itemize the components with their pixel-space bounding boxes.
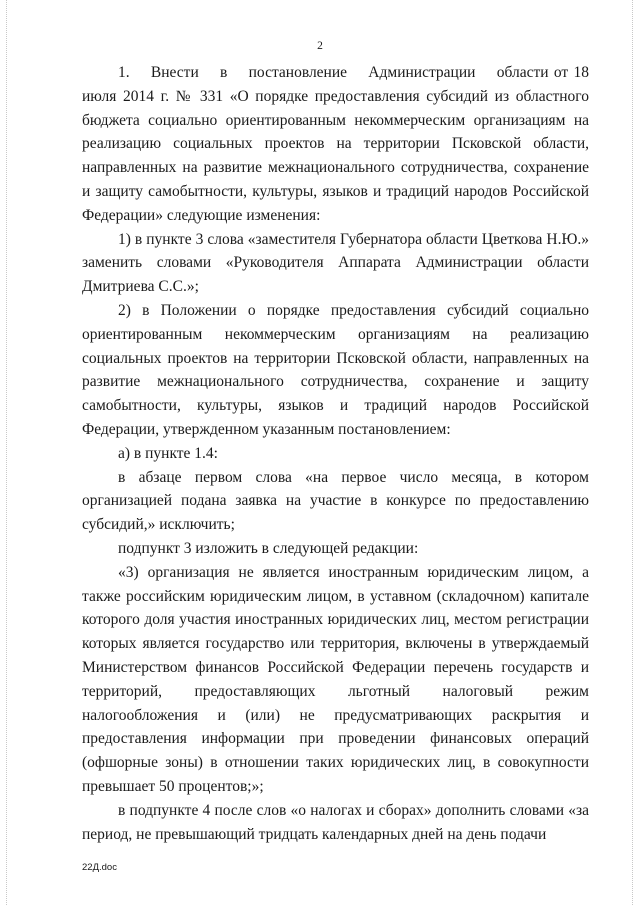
- paragraph-amendment-intro: 1. Внести в постановление Администрации области от 18 июля 2014 г. № 331 «О порядке предоставления субсидий из областного бюджета социально ориентированным некоммерческим организациям на реализацию социальных проектов на территории Псковской области, направленных на развитие межнационального сотрудничества, сохранение и защиту самобытности, культуры, языков и традиций народов Российской Федерации» следующие изменения:: [82, 64, 589, 224]
- paragraph-item-2: 2) в Положении о порядке предоставления субсидий социально ориентированным некоммерческим организациям на реализацию социальных проектов на территории Псковской области, направленных на развитие межнационального сотрудничества, сохранение и защиту самобытности, культуры, языков и традиций народов Российской Федерации, утвержденном указанным постановлением:: [82, 301, 589, 438]
- paragraph-subpoint-4: в подпункте 4 после слов «о налогах и сборах» дополнить словами «за период, не превышающий тридцать календарных дней на день подачи: [82, 801, 589, 843]
- page-left-edge: [6, 0, 8, 905]
- footer-filename: 22Д.doc: [82, 862, 117, 873]
- page-right-edge: [632, 0, 634, 905]
- paragraph-subpoint-3-text: «3) организация не является иностранным юридическим лицом, а также российским юридическим лицом, в уставном (складочном) капитале которого доля участия иностранных юридических лиц, местом регистрации которых является государство или территория, включены в утверждаемый Министерством финансов Российской Федерации перечень государств и территорий, предоставляющих льготный налоговый режим налогообложения и (или) не предусматривающих раскрытия и предоставления информации при проведении финансовых операций (офшорные зоны) в отношении таких юридических лиц, в совокупности превышает 50 процентов;»;: [82, 563, 589, 795]
- page-number: 2: [317, 40, 323, 52]
- paragraph-subpoint-3-intro: подпункт 3 изложить в следующей редакции:: [118, 539, 419, 557]
- document-body: [82, 61, 589, 846]
- paragraph-subitem-a: а) в пункте 1.4:: [118, 444, 218, 462]
- paragraph-first-abzac: в абзаце первом слова «на первое число месяца, в котором организацией подана заявка на участие в конкурсе по предоставлению субсидий,» исключить;: [82, 468, 589, 534]
- paragraph-item-1: 1) в пункте 3 слова «заместителя Губернатора области Цветкова Н.Ю.» заменить словами «Руководителя Аппарата Администрации области Дмитриева С.С.»;: [82, 230, 589, 296]
